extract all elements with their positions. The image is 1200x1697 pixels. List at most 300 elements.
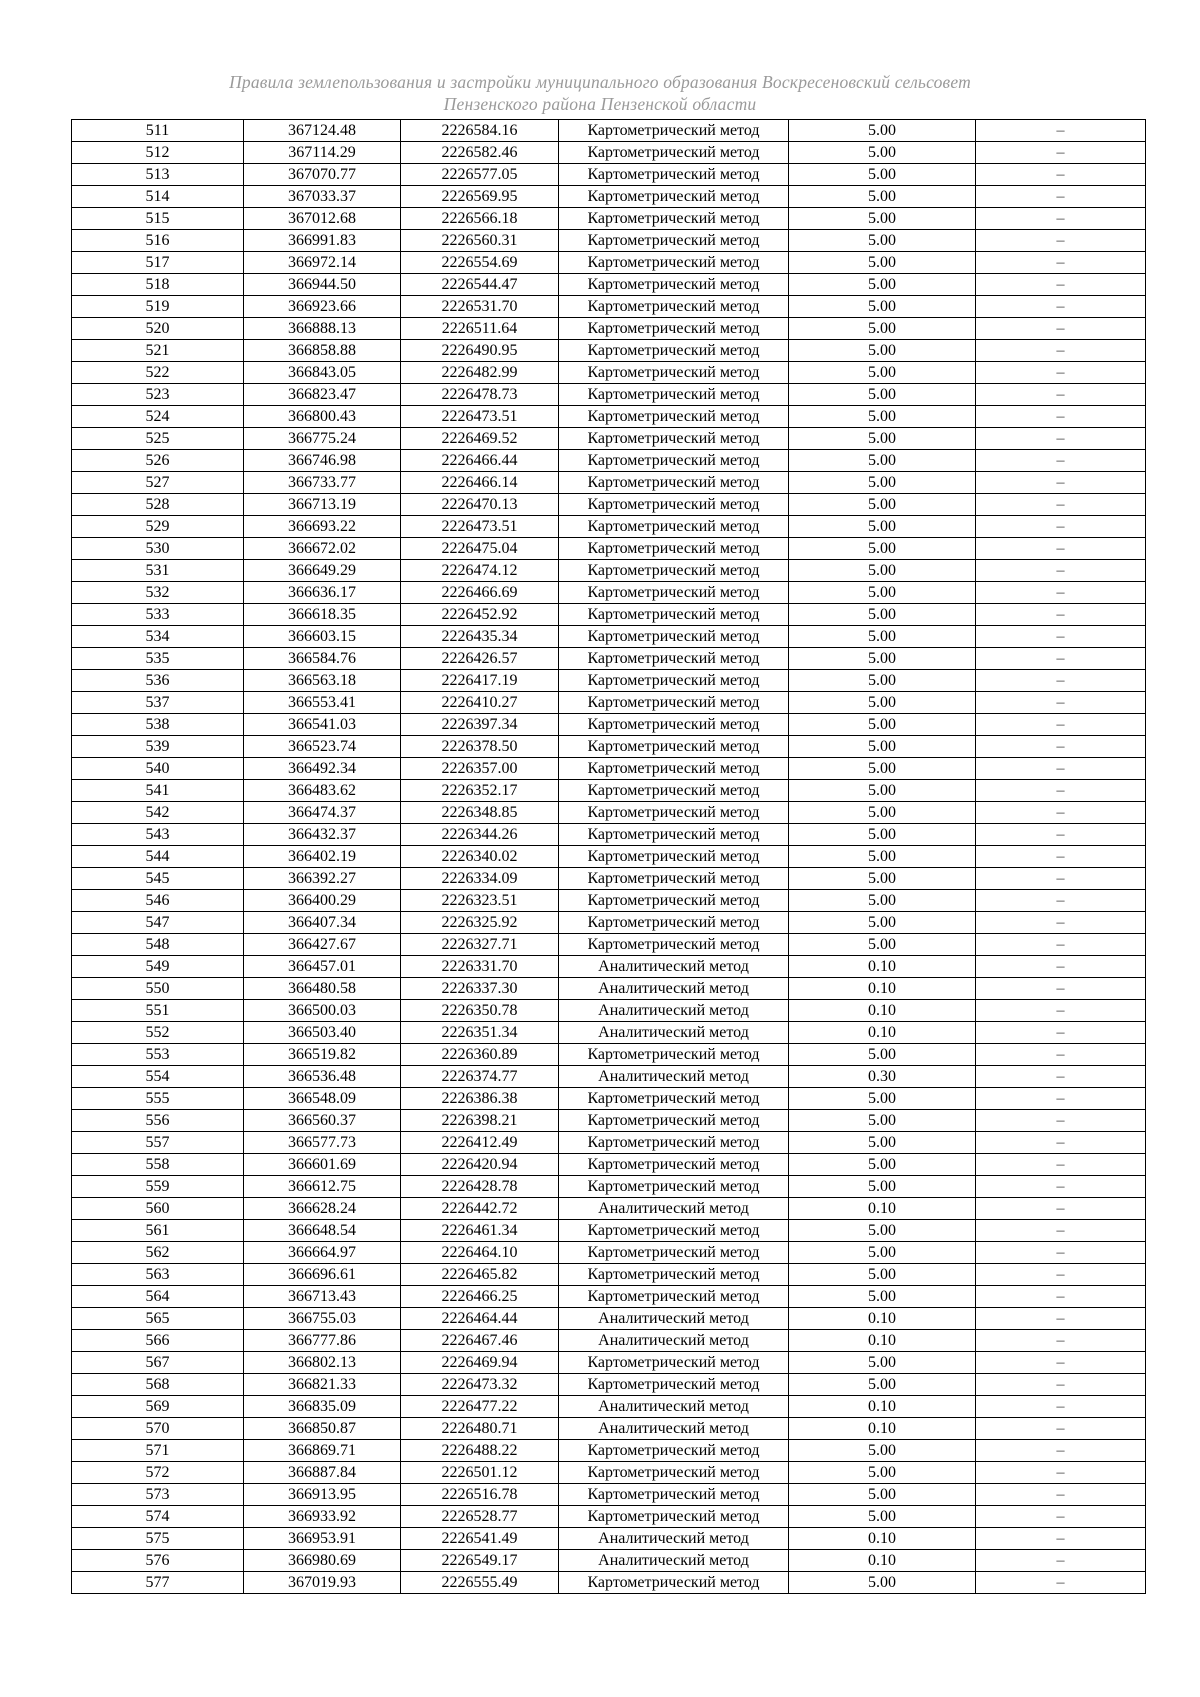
- method-cell: Картометрический метод: [559, 208, 789, 230]
- note-cell: –: [976, 1022, 1146, 1044]
- table-row: [72, 1264, 1146, 1286]
- point-number-cell: 562: [72, 1242, 244, 1264]
- accuracy-cell: 5.00: [789, 912, 976, 934]
- point-number-cell: 538: [72, 714, 244, 736]
- note-cell: –: [976, 1572, 1146, 1594]
- point-number-cell: 558: [72, 1154, 244, 1176]
- point-number-cell: 523: [72, 384, 244, 406]
- y-coordinate-cell: 2226398.21: [401, 1110, 559, 1132]
- point-number-cell: 526: [72, 450, 244, 472]
- method-cell: Картометрический метод: [559, 450, 789, 472]
- x-coordinate-cell: 366407.34: [244, 912, 401, 934]
- method-cell: Картометрический метод: [559, 758, 789, 780]
- y-coordinate-cell: 2226466.44: [401, 450, 559, 472]
- point-number-cell: 546: [72, 890, 244, 912]
- table-row: [72, 1462, 1146, 1484]
- note-cell: –: [976, 670, 1146, 692]
- accuracy-cell: 5.00: [789, 1154, 976, 1176]
- accuracy-cell: 5.00: [789, 1264, 976, 1286]
- method-cell: Картометрический метод: [559, 472, 789, 494]
- note-cell: –: [976, 736, 1146, 758]
- point-number-cell: 553: [72, 1044, 244, 1066]
- point-number-cell: 539: [72, 736, 244, 758]
- page-header: [0, 71, 1200, 115]
- table-row: [72, 142, 1146, 164]
- accuracy-cell: 5.00: [789, 274, 976, 296]
- method-cell: Картометрический метод: [559, 318, 789, 340]
- x-coordinate-cell: 366584.76: [244, 648, 401, 670]
- x-coordinate-cell: 366858.88: [244, 340, 401, 362]
- accuracy-cell: 5.00: [789, 692, 976, 714]
- x-coordinate-cell: 366457.01: [244, 956, 401, 978]
- y-coordinate-cell: 2226474.12: [401, 560, 559, 582]
- x-coordinate-cell: 366972.14: [244, 252, 401, 274]
- method-cell: Картометрический метод: [559, 1110, 789, 1132]
- point-number-cell: 568: [72, 1374, 244, 1396]
- y-coordinate-cell: 2226566.18: [401, 208, 559, 230]
- note-cell: –: [976, 626, 1146, 648]
- note-cell: –: [976, 252, 1146, 274]
- y-coordinate-cell: 2226352.17: [401, 780, 559, 802]
- x-coordinate-cell: 366474.37: [244, 802, 401, 824]
- note-cell: –: [976, 824, 1146, 846]
- y-coordinate-cell: 2226577.05: [401, 164, 559, 186]
- point-number-cell: 511: [72, 120, 244, 142]
- note-cell: –: [976, 164, 1146, 186]
- x-coordinate-cell: 366980.69: [244, 1550, 401, 1572]
- accuracy-cell: 5.00: [789, 208, 976, 230]
- x-coordinate-cell: 366400.29: [244, 890, 401, 912]
- note-cell: –: [976, 604, 1146, 626]
- method-cell: Картометрический метод: [559, 1264, 789, 1286]
- method-cell: Картометрический метод: [559, 780, 789, 802]
- y-coordinate-cell: 2226482.99: [401, 362, 559, 384]
- table-row: [72, 1176, 1146, 1198]
- note-cell: –: [976, 1308, 1146, 1330]
- accuracy-cell: 0.10: [789, 978, 976, 1000]
- accuracy-cell: 5.00: [789, 714, 976, 736]
- point-number-cell: 527: [72, 472, 244, 494]
- accuracy-cell: 5.00: [789, 934, 976, 956]
- point-number-cell: 520: [72, 318, 244, 340]
- y-coordinate-cell: 2226501.12: [401, 1462, 559, 1484]
- x-coordinate-cell: 366869.71: [244, 1440, 401, 1462]
- table-row: [72, 1198, 1146, 1220]
- point-number-cell: 561: [72, 1220, 244, 1242]
- table-row: [72, 1110, 1146, 1132]
- note-cell: –: [976, 340, 1146, 362]
- point-number-cell: 513: [72, 164, 244, 186]
- coordinates-table: [71, 119, 1146, 1594]
- accuracy-cell: 5.00: [789, 560, 976, 582]
- method-cell: Картометрический метод: [559, 1440, 789, 1462]
- method-cell: Картометрический метод: [559, 890, 789, 912]
- note-cell: –: [976, 1110, 1146, 1132]
- y-coordinate-cell: 2226334.09: [401, 868, 559, 890]
- y-coordinate-cell: 2226337.30: [401, 978, 559, 1000]
- accuracy-cell: 5.00: [789, 1110, 976, 1132]
- method-cell: Картометрический метод: [559, 846, 789, 868]
- note-cell: –: [976, 296, 1146, 318]
- table-row: [72, 1572, 1146, 1594]
- table-row: [72, 802, 1146, 824]
- table-row: [72, 274, 1146, 296]
- accuracy-cell: 5.00: [789, 1572, 976, 1594]
- x-coordinate-cell: 367114.29: [244, 142, 401, 164]
- y-coordinate-cell: 2226426.57: [401, 648, 559, 670]
- y-coordinate-cell: 2226473.32: [401, 1374, 559, 1396]
- point-number-cell: 555: [72, 1088, 244, 1110]
- method-cell: Картометрический метод: [559, 1506, 789, 1528]
- table-row: [72, 1374, 1146, 1396]
- method-cell: Аналитический метод: [559, 1022, 789, 1044]
- x-coordinate-cell: 366693.22: [244, 516, 401, 538]
- x-coordinate-cell: 366800.43: [244, 406, 401, 428]
- accuracy-cell: 5.00: [789, 1220, 976, 1242]
- x-coordinate-cell: 366536.48: [244, 1066, 401, 1088]
- method-cell: Картометрический метод: [559, 1484, 789, 1506]
- method-cell: Аналитический метод: [559, 1550, 789, 1572]
- table-row: [72, 736, 1146, 758]
- method-cell: Картометрический метод: [559, 1132, 789, 1154]
- table-row: [72, 912, 1146, 934]
- point-number-cell: 534: [72, 626, 244, 648]
- table-row: [72, 934, 1146, 956]
- method-cell: Картометрический метод: [559, 230, 789, 252]
- point-number-cell: 524: [72, 406, 244, 428]
- note-cell: –: [976, 1330, 1146, 1352]
- table-row: [72, 318, 1146, 340]
- method-cell: Картометрический метод: [559, 1286, 789, 1308]
- method-cell: Аналитический метод: [559, 1418, 789, 1440]
- accuracy-cell: 5.00: [789, 846, 976, 868]
- accuracy-cell: 0.10: [789, 956, 976, 978]
- accuracy-cell: 5.00: [789, 538, 976, 560]
- point-number-cell: 570: [72, 1418, 244, 1440]
- x-coordinate-cell: 366500.03: [244, 1000, 401, 1022]
- point-number-cell: 528: [72, 494, 244, 516]
- note-cell: –: [976, 1242, 1146, 1264]
- accuracy-cell: 5.00: [789, 1242, 976, 1264]
- x-coordinate-cell: 366618.35: [244, 604, 401, 626]
- table-row: [72, 230, 1146, 252]
- y-coordinate-cell: 2226397.34: [401, 714, 559, 736]
- accuracy-cell: 5.00: [789, 472, 976, 494]
- x-coordinate-cell: 366483.62: [244, 780, 401, 802]
- table-row: [72, 1132, 1146, 1154]
- note-cell: –: [976, 912, 1146, 934]
- note-cell: –: [976, 1418, 1146, 1440]
- note-cell: –: [976, 1044, 1146, 1066]
- table-row: [72, 1044, 1146, 1066]
- accuracy-cell: 5.00: [789, 340, 976, 362]
- note-cell: –: [976, 494, 1146, 516]
- accuracy-cell: 5.00: [789, 516, 976, 538]
- method-cell: Картометрический метод: [559, 1572, 789, 1594]
- y-coordinate-cell: 2226374.77: [401, 1066, 559, 1088]
- method-cell: Картометрический метод: [559, 428, 789, 450]
- accuracy-cell: 5.00: [789, 1352, 976, 1374]
- point-number-cell: 567: [72, 1352, 244, 1374]
- accuracy-cell: 5.00: [789, 230, 976, 252]
- table-row: [72, 758, 1146, 780]
- point-number-cell: 531: [72, 560, 244, 582]
- y-coordinate-cell: 2226516.78: [401, 1484, 559, 1506]
- accuracy-cell: 0.10: [789, 1198, 976, 1220]
- y-coordinate-cell: 2226410.27: [401, 692, 559, 714]
- y-coordinate-cell: 2226357.00: [401, 758, 559, 780]
- y-coordinate-cell: 2226360.89: [401, 1044, 559, 1066]
- method-cell: Картометрический метод: [559, 494, 789, 516]
- y-coordinate-cell: 2226344.26: [401, 824, 559, 846]
- x-coordinate-cell: 366913.95: [244, 1484, 401, 1506]
- y-coordinate-cell: 2226541.49: [401, 1528, 559, 1550]
- note-cell: –: [976, 1550, 1146, 1572]
- y-coordinate-cell: 2226469.52: [401, 428, 559, 450]
- method-cell: Картометрический метод: [559, 384, 789, 406]
- table-row: [72, 120, 1146, 142]
- point-number-cell: 529: [72, 516, 244, 538]
- method-cell: Картометрический метод: [559, 1176, 789, 1198]
- accuracy-cell: 5.00: [789, 890, 976, 912]
- accuracy-cell: 5.00: [789, 1462, 976, 1484]
- table-row: [72, 164, 1146, 186]
- point-number-cell: 543: [72, 824, 244, 846]
- point-number-cell: 556: [72, 1110, 244, 1132]
- table-row: [72, 846, 1146, 868]
- header-line-1: Правила землепользования и застройки муниципального образования Воскресеновский сельсовет: [229, 72, 971, 92]
- method-cell: Картометрический метод: [559, 1352, 789, 1374]
- note-cell: –: [976, 1396, 1146, 1418]
- method-cell: Аналитический метод: [559, 1000, 789, 1022]
- y-coordinate-cell: 2226555.49: [401, 1572, 559, 1594]
- method-cell: Картометрический метод: [559, 406, 789, 428]
- note-cell: –: [976, 1000, 1146, 1022]
- note-cell: –: [976, 1352, 1146, 1374]
- note-cell: –: [976, 846, 1146, 868]
- accuracy-cell: 5.00: [789, 1484, 976, 1506]
- point-number-cell: 521: [72, 340, 244, 362]
- table-row: [72, 780, 1146, 802]
- y-coordinate-cell: 2226511.64: [401, 318, 559, 340]
- accuracy-cell: 5.00: [789, 802, 976, 824]
- point-number-cell: 542: [72, 802, 244, 824]
- table-row: [72, 406, 1146, 428]
- note-cell: –: [976, 1440, 1146, 1462]
- table-row: [72, 868, 1146, 890]
- method-cell: Картометрический метод: [559, 252, 789, 274]
- x-coordinate-cell: 366802.13: [244, 1352, 401, 1374]
- y-coordinate-cell: 2226350.78: [401, 1000, 559, 1022]
- x-coordinate-cell: 366664.97: [244, 1242, 401, 1264]
- x-coordinate-cell: 366933.92: [244, 1506, 401, 1528]
- point-number-cell: 514: [72, 186, 244, 208]
- accuracy-cell: 5.00: [789, 142, 976, 164]
- method-cell: Картометрический метод: [559, 582, 789, 604]
- table-row: [72, 1550, 1146, 1572]
- note-cell: –: [976, 560, 1146, 582]
- y-coordinate-cell: 2226473.51: [401, 406, 559, 428]
- method-cell: Картометрический метод: [559, 670, 789, 692]
- point-number-cell: 517: [72, 252, 244, 274]
- table-row: [72, 1418, 1146, 1440]
- note-cell: –: [976, 142, 1146, 164]
- x-coordinate-cell: 366746.98: [244, 450, 401, 472]
- note-cell: –: [976, 1220, 1146, 1242]
- accuracy-cell: 5.00: [789, 494, 976, 516]
- x-coordinate-cell: 366850.87: [244, 1418, 401, 1440]
- method-cell: Аналитический метод: [559, 978, 789, 1000]
- x-coordinate-cell: 366821.33: [244, 1374, 401, 1396]
- x-coordinate-cell: 366636.17: [244, 582, 401, 604]
- accuracy-cell: 5.00: [789, 406, 976, 428]
- note-cell: –: [976, 714, 1146, 736]
- y-coordinate-cell: 2226348.85: [401, 802, 559, 824]
- note-cell: –: [976, 692, 1146, 714]
- note-cell: –: [976, 956, 1146, 978]
- method-cell: Картометрический метод: [559, 1088, 789, 1110]
- y-coordinate-cell: 2226412.49: [401, 1132, 559, 1154]
- y-coordinate-cell: 2226470.13: [401, 494, 559, 516]
- point-number-cell: 541: [72, 780, 244, 802]
- point-number-cell: 544: [72, 846, 244, 868]
- x-coordinate-cell: 367012.68: [244, 208, 401, 230]
- point-number-cell: 571: [72, 1440, 244, 1462]
- x-coordinate-cell: 366713.43: [244, 1286, 401, 1308]
- y-coordinate-cell: 2226490.95: [401, 340, 559, 362]
- accuracy-cell: 5.00: [789, 1088, 976, 1110]
- method-cell: Картометрический метод: [559, 1220, 789, 1242]
- method-cell: Картометрический метод: [559, 340, 789, 362]
- accuracy-cell: 5.00: [789, 648, 976, 670]
- x-coordinate-cell: 366392.27: [244, 868, 401, 890]
- x-coordinate-cell: 366541.03: [244, 714, 401, 736]
- y-coordinate-cell: 2226378.50: [401, 736, 559, 758]
- accuracy-cell: 5.00: [789, 1506, 976, 1528]
- accuracy-cell: 0.10: [789, 1550, 976, 1572]
- method-cell: Картометрический метод: [559, 120, 789, 142]
- accuracy-cell: 0.10: [789, 1022, 976, 1044]
- point-number-cell: 536: [72, 670, 244, 692]
- table-row: [72, 1506, 1146, 1528]
- note-cell: –: [976, 890, 1146, 912]
- method-cell: Картометрический метод: [559, 1462, 789, 1484]
- point-number-cell: 559: [72, 1176, 244, 1198]
- x-coordinate-cell: 366432.37: [244, 824, 401, 846]
- table-row: [72, 824, 1146, 846]
- x-coordinate-cell: 366953.91: [244, 1528, 401, 1550]
- table-row: [72, 1220, 1146, 1242]
- method-cell: Картометрический метод: [559, 692, 789, 714]
- point-number-cell: 515: [72, 208, 244, 230]
- x-coordinate-cell: 366888.13: [244, 318, 401, 340]
- note-cell: –: [976, 780, 1146, 802]
- method-cell: Картометрический метод: [559, 1374, 789, 1396]
- accuracy-cell: 5.00: [789, 582, 976, 604]
- table-row: [72, 1528, 1146, 1550]
- x-coordinate-cell: 366823.47: [244, 384, 401, 406]
- x-coordinate-cell: 366553.41: [244, 692, 401, 714]
- table-row: [72, 296, 1146, 318]
- accuracy-cell: 5.00: [789, 736, 976, 758]
- method-cell: Картометрический метод: [559, 868, 789, 890]
- table-row: [72, 890, 1146, 912]
- accuracy-cell: 5.00: [789, 1374, 976, 1396]
- accuracy-cell: 0.10: [789, 1000, 976, 1022]
- y-coordinate-cell: 2226461.34: [401, 1220, 559, 1242]
- method-cell: Аналитический метод: [559, 1066, 789, 1088]
- x-coordinate-cell: 366923.66: [244, 296, 401, 318]
- note-cell: –: [976, 538, 1146, 560]
- point-number-cell: 576: [72, 1550, 244, 1572]
- point-number-cell: 550: [72, 978, 244, 1000]
- accuracy-cell: 5.00: [789, 824, 976, 846]
- accuracy-cell: 5.00: [789, 384, 976, 406]
- y-coordinate-cell: 2226569.95: [401, 186, 559, 208]
- method-cell: Картометрический метод: [559, 142, 789, 164]
- table-row: [72, 582, 1146, 604]
- point-number-cell: 533: [72, 604, 244, 626]
- x-coordinate-cell: 366775.24: [244, 428, 401, 450]
- table-row: [72, 692, 1146, 714]
- method-cell: Картометрический метод: [559, 1154, 789, 1176]
- point-number-cell: 566: [72, 1330, 244, 1352]
- y-coordinate-cell: 2226386.38: [401, 1088, 559, 1110]
- table-row: [72, 1396, 1146, 1418]
- point-number-cell: 532: [72, 582, 244, 604]
- x-coordinate-cell: 366628.24: [244, 1198, 401, 1220]
- accuracy-cell: 5.00: [789, 252, 976, 274]
- y-coordinate-cell: 2226466.69: [401, 582, 559, 604]
- point-number-cell: 560: [72, 1198, 244, 1220]
- method-cell: Аналитический метод: [559, 956, 789, 978]
- y-coordinate-cell: 2226465.82: [401, 1264, 559, 1286]
- note-cell: –: [976, 648, 1146, 670]
- method-cell: Картометрический метод: [559, 648, 789, 670]
- y-coordinate-cell: 2226420.94: [401, 1154, 559, 1176]
- y-coordinate-cell: 2226475.04: [401, 538, 559, 560]
- method-cell: Картометрический метод: [559, 560, 789, 582]
- method-cell: Аналитический метод: [559, 1198, 789, 1220]
- note-cell: –: [976, 1264, 1146, 1286]
- x-coordinate-cell: 366402.19: [244, 846, 401, 868]
- x-coordinate-cell: 366843.05: [244, 362, 401, 384]
- y-coordinate-cell: 2226582.46: [401, 142, 559, 164]
- accuracy-cell: 0.10: [789, 1308, 976, 1330]
- accuracy-cell: 0.10: [789, 1330, 976, 1352]
- point-number-cell: 548: [72, 934, 244, 956]
- note-cell: –: [976, 802, 1146, 824]
- point-number-cell: 547: [72, 912, 244, 934]
- x-coordinate-cell: 366733.77: [244, 472, 401, 494]
- x-coordinate-cell: 366548.09: [244, 1088, 401, 1110]
- header-line-2: Пензенского района Пензенской области: [443, 94, 757, 114]
- point-number-cell: 549: [72, 956, 244, 978]
- y-coordinate-cell: 2226477.22: [401, 1396, 559, 1418]
- point-number-cell: 574: [72, 1506, 244, 1528]
- method-cell: Картометрический метод: [559, 714, 789, 736]
- point-number-cell: 540: [72, 758, 244, 780]
- note-cell: –: [976, 472, 1146, 494]
- method-cell: Картометрический метод: [559, 736, 789, 758]
- note-cell: –: [976, 1176, 1146, 1198]
- note-cell: –: [976, 428, 1146, 450]
- note-cell: –: [976, 274, 1146, 296]
- accuracy-cell: 5.00: [789, 428, 976, 450]
- note-cell: –: [976, 120, 1146, 142]
- y-coordinate-cell: 2226473.51: [401, 516, 559, 538]
- method-cell: Аналитический метод: [559, 1330, 789, 1352]
